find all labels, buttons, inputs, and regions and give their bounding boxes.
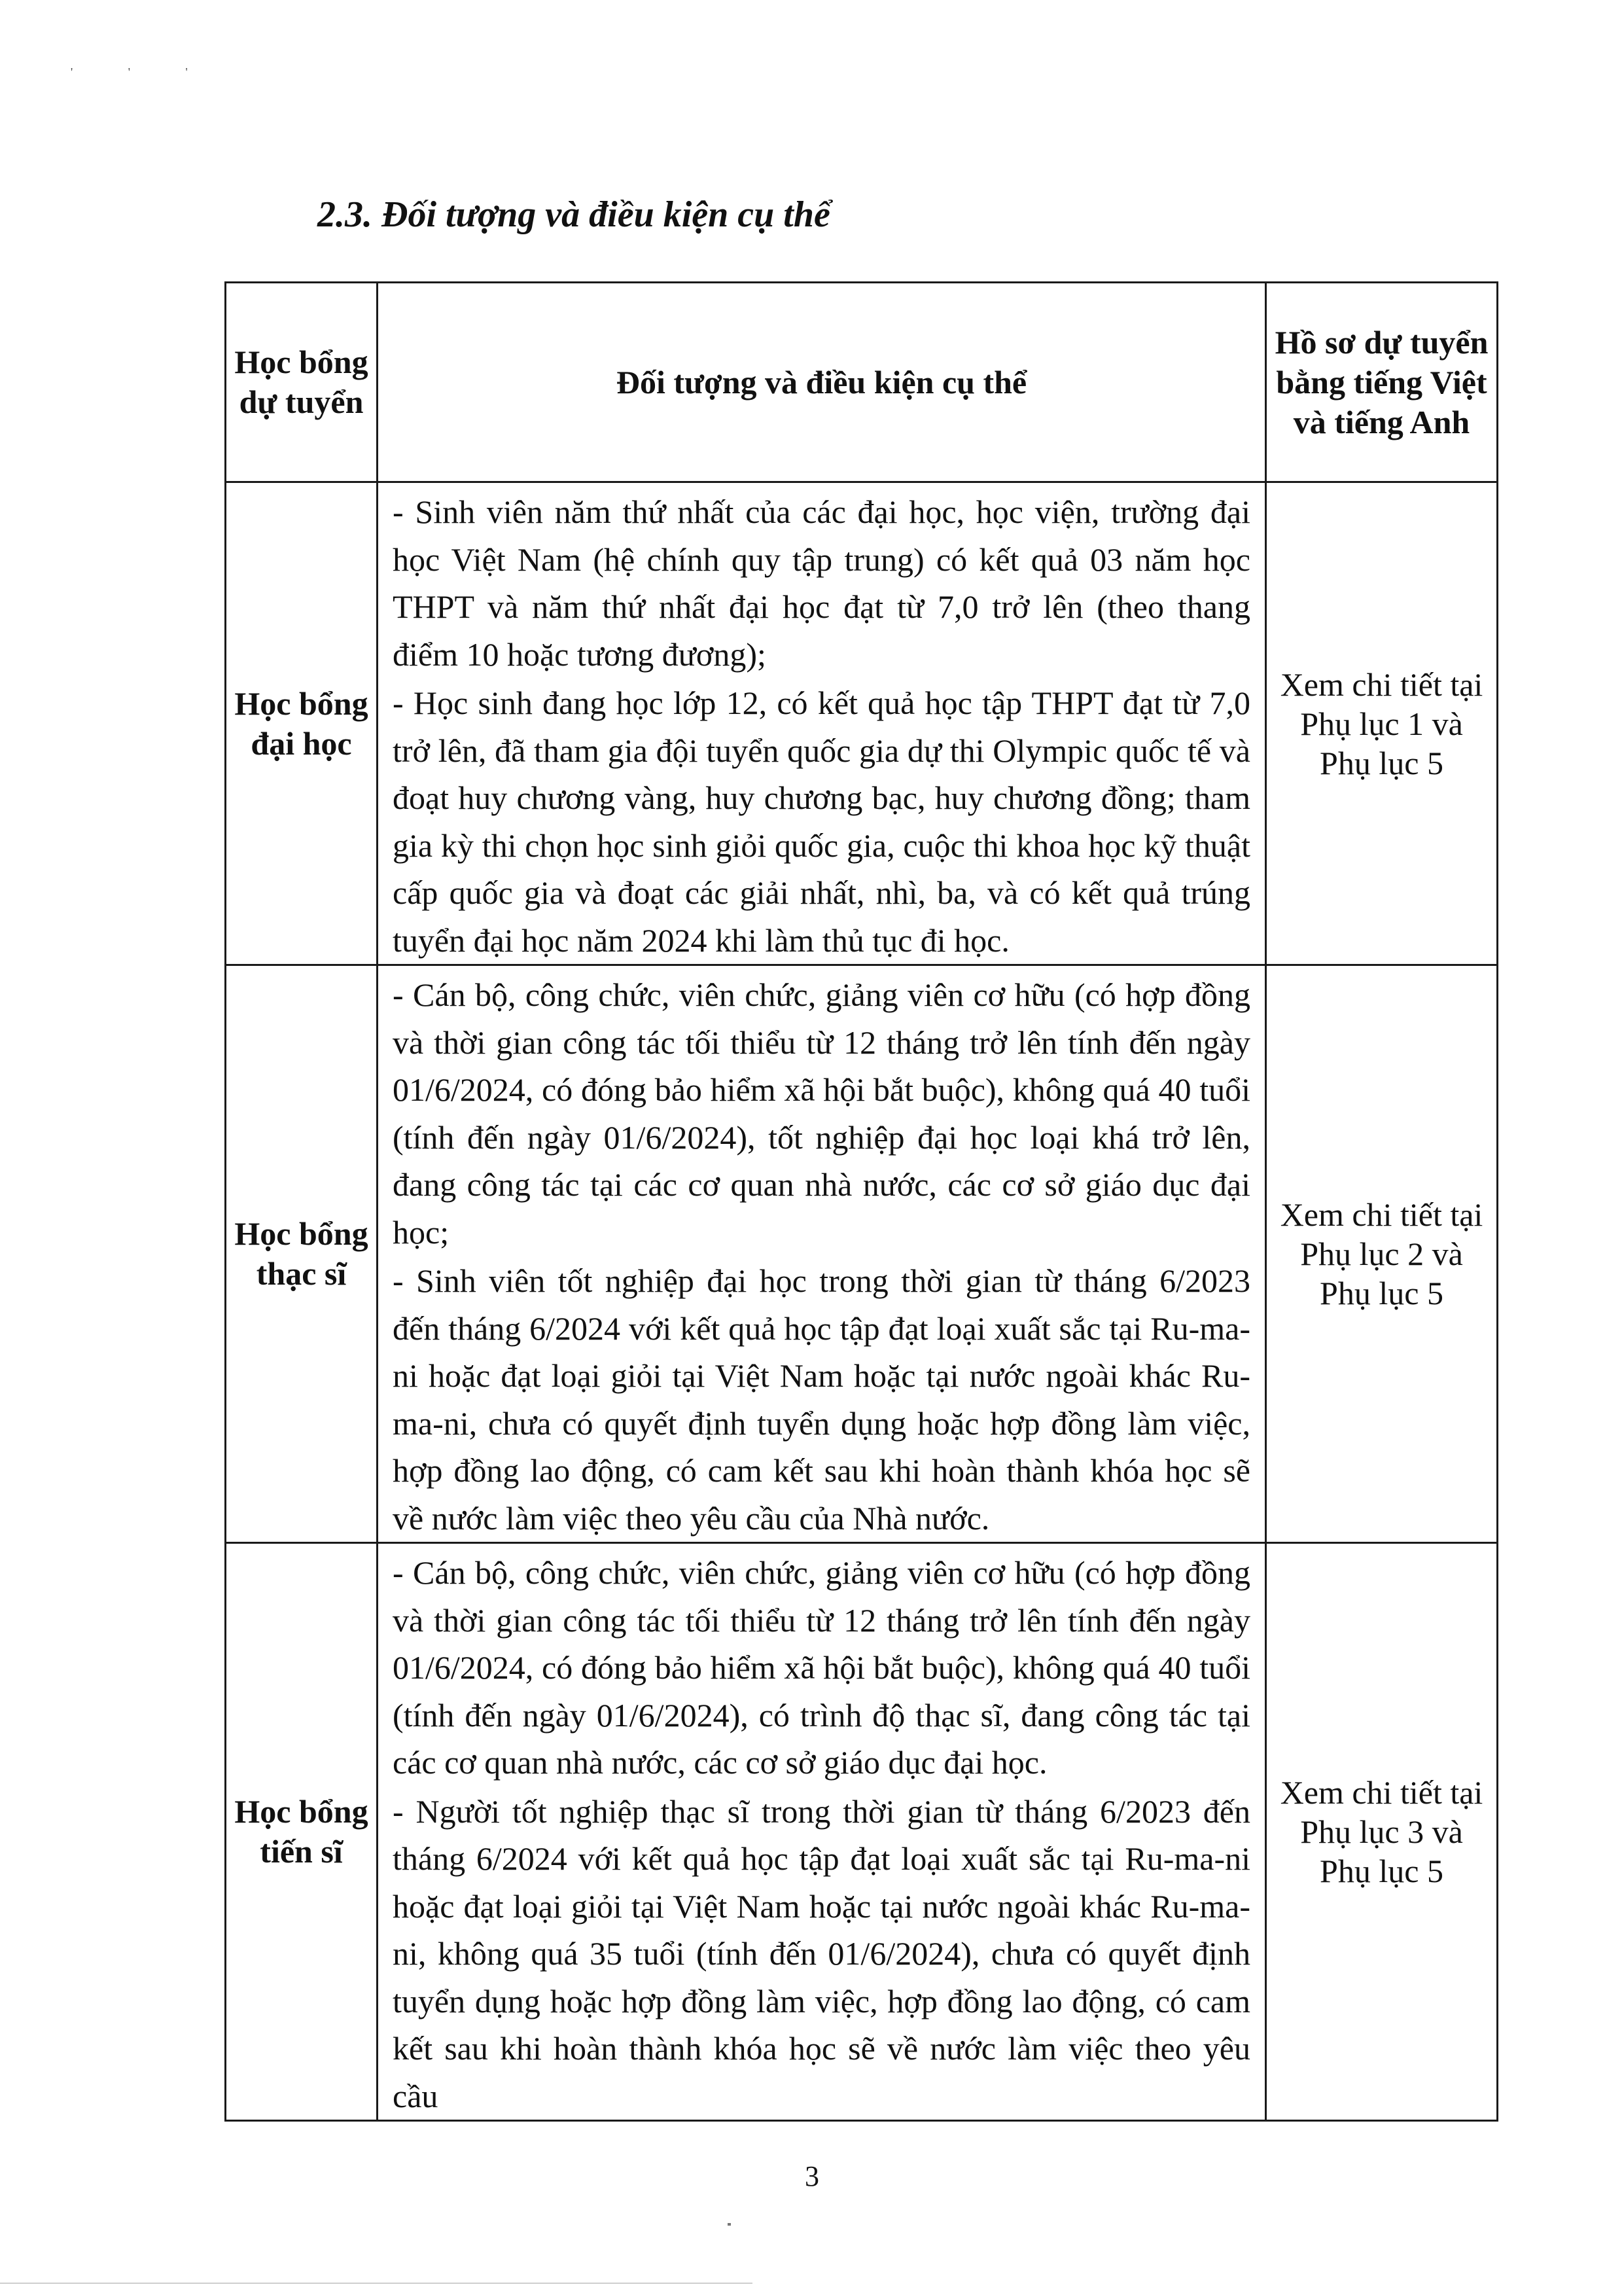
- scan-marks: ' ' ': [71, 65, 214, 79]
- condition-item: - Học sinh đang học lớp 12, có kết quả học tập THPT đạt từ 7,0 trở lên, đã tham gia đội tuyển quốc gia dự thi Olympic quốc tế và đoạt huy chương vàng, huy chương bạc, huy chương đồng; tham gia kỳ thi chọn học sinh giỏi quốc gia, cuộc thi khoa học kỹ thuật cấp quốc gia và đoạt các giải nhất, nhì, ba, và có kết quả trúng tuyển đại học năm 2024 khi làm thủ tục đi học.: [393, 685, 1250, 959]
- dossier-reference: Xem chi tiết tại Phụ lục 2 và Phụ lục 5: [1266, 965, 1498, 1543]
- scholarship-name: Học bổng đại học: [226, 482, 378, 965]
- scan-artifact: [728, 2223, 731, 2226]
- dossier-reference: Xem chi tiết tại Phụ lục 3 và Phụ lục 5: [1266, 1543, 1498, 2121]
- conditions-cell: [378, 482, 1266, 965]
- page-number: 3: [805, 2160, 819, 2192]
- condition-item: - Người tốt nghiệp thạc sĩ trong thời gian từ tháng 6/2023 đến tháng 6/2024 với kết quả học tập đạt loại xuất sắc tại Ru-ma-ni hoặc đạt loại giỏi tại Việt Nam hoặc tại nước ngoài khác Ru-ma-ni, không quá 35 tuổi (tính đến 01/6/2024), chưa có quyết định tuyển dụng hoặc hợp đồng làm việc, hợp đồng lao động, có cam kết sau khi hoàn thành khóa học sẽ về nước làm việc theo yêu cầu: [393, 1792, 1250, 2114]
- header-conditions: Đối tượng và điều kiện cụ thể: [378, 283, 1266, 482]
- table-row: [226, 1543, 1498, 2121]
- page-edge-line: [0, 2283, 752, 2284]
- header-scholarship: Học bổng dự tuyển: [226, 283, 378, 482]
- table-row: [226, 482, 1498, 965]
- header-dossier: Hồ sơ dự tuyển bằng tiếng Việt và tiếng Anh: [1266, 283, 1498, 482]
- condition-item: - Cán bộ, công chức, viên chức, giảng viên cơ hữu (có hợp đồng và thời gian công tác tối thiểu từ 12 tháng trở lên tính đến ngày 01/6/2024, có đóng bảo hiểm xã hội bắt buộc), không quá 40 tuổi (tính đến ngày 01/6/2024), tốt nghiệp đại học loại khá trở lên, đang công tác tại các cơ quan nhà nước, các cơ sở giáo dục đại học;: [393, 976, 1250, 1251]
- scholarship-criteria-table: [224, 281, 1498, 2122]
- condition-item: - Sinh viên tốt nghiệp đại học trong thời gian từ tháng 6/2023 đến tháng 6/2024 với kết quả học tập đạt loại xuất sắc tại Ru-ma-ni hoặc đạt loại giỏi tại Việt Nam hoặc tại nước ngoài khác Ru-ma-ni, chưa có quyết định tuyển dụng hoặc hợp đồng làm việc, hợp đồng lao động, có cam kết sau khi hoàn thành khóa học sẽ về nước làm việc theo yêu cầu của Nhà nước.: [393, 1262, 1250, 1537]
- condition-item: - Cán bộ, công chức, viên chức, giảng viên cơ hữu (có hợp đồng và thời gian công tác tối thiểu từ 12 tháng trở lên tính đến ngày 01/6/2024, có đóng bảo hiểm xã hội bắt buộc), không quá 40 tuổi (tính đến ngày 01/6/2024), có trình độ thạc sĩ, đang công tác tại các cơ quan nhà nước, các cơ sở giáo dục đại học.: [393, 1554, 1250, 1781]
- scholarship-name: Học bổng tiến sĩ: [226, 1543, 378, 2121]
- condition-item: - Sinh viên năm thứ nhất của các đại học, học viện, trường đại học Việt Nam (hệ chính quy tập trung) có kết quả 03 năm học THPT và năm thứ nhất đại học đạt từ 7,0 trở lên (theo thang điểm 10 hoặc tương đương);: [393, 493, 1250, 673]
- section-heading: 2.3. Đối tượng và điều kiện cụ thể: [317, 194, 830, 235]
- conditions-cell: [378, 1543, 1266, 2121]
- dossier-reference: Xem chi tiết tại Phụ lục 1 và Phụ lục 5: [1266, 482, 1498, 965]
- table-header-row: [226, 283, 1498, 482]
- conditions-cell: [378, 965, 1266, 1543]
- table-row: [226, 965, 1498, 1543]
- scholarship-name: Học bổng thạc sĩ: [226, 965, 378, 1543]
